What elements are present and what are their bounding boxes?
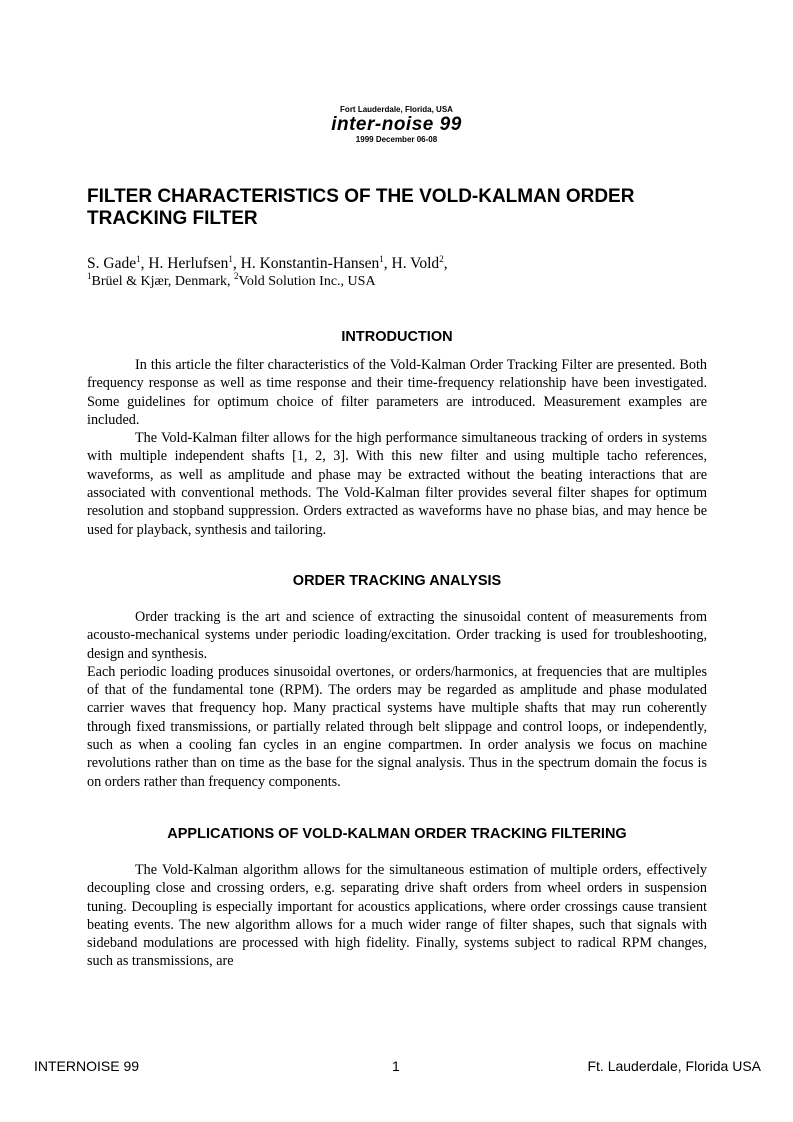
- author-name: H. Herlufsen: [148, 255, 229, 272]
- author-affiliation-mark: 1: [136, 254, 141, 264]
- paragraph: The Vold-Kalman filter allows for the high performance simultaneous tracking of orders in systems with multiple independent shafts [1, 2, 3]. With this new filter and using multiple tacho references, waveforms, as well as amplitude and phase may be extracted without the beating interactions that are associated with conventional methods. The Vold-Kalman filter provides several filter shapes for optimum resolution and stopband suppression. Orders extracted as waveforms have no phase bias, and may hence be used for playback, synthesis and tailoring.: [87, 430, 707, 538]
- author-separator: ,: [232, 255, 241, 272]
- conference-dates: 1999 December 06-08: [355, 135, 438, 144]
- affiliation-text: Brüel & Kjær, Denmark,: [91, 274, 235, 289]
- section-heading-order-tracking: ORDER TRACKING ANALYSIS: [292, 573, 502, 589]
- paragraph: In this article the filter characteristics of the Vold-Kalman Order Tracking Filter are presented. Both frequency response as well as time response and their time-frequency relationship have been investigated. Some guidelines for optimum choice of filter parameters are introduced. Measurement examples are included.: [87, 357, 707, 428]
- section-body-applications: [87, 861, 707, 971]
- section-body-order-tracking: [87, 608, 707, 791]
- affiliation-mark: 1: [87, 271, 92, 281]
- paragraph: Each periodic loading produces sinusoidal overtones, or orders/harmonics, at frequencies that are multiples of that of the fundamental tone (RPM). The orders may be regarded as amplitude and phase modulated carrier waves that frequency hop. Many practical systems have multiple shafts that may run coherently through fixed transmissions, or partially related through belt slippage and control loops, or independently, such as when a cooling fan cycles in an engine compartmen. In order analysis we focus on machine revolutions rather than on time as the base for the signal analysis. Thus in the spectrum domain the focus is on orders rather than frequency components.: [87, 663, 707, 790]
- section-heading-applications: APPLICATIONS OF VOLD-KALMAN ORDER TRACKING FILTERING: [167, 826, 627, 842]
- conference-masthead: [0, 105, 793, 145]
- author-name: H. Konstantin-Hansen: [240, 255, 380, 272]
- page-number: 1: [392, 1058, 400, 1074]
- author-affiliation-mark: 2: [439, 254, 444, 264]
- author-list: [87, 255, 707, 273]
- paper-title: FILTER CHARACTERISTICS OF THE VOLD-KALMAN ORDER TRACKING FILTER: [87, 186, 635, 229]
- author-affiliation-mark: 1: [379, 254, 384, 264]
- affiliation-text: Vold Solution Inc., USA: [238, 274, 376, 289]
- affiliation-mark: 2: [234, 271, 239, 281]
- footer-conference: INTERNOISE 99: [34, 1058, 140, 1074]
- author-name: H. Vold: [391, 255, 440, 272]
- paragraph: Order tracking is the art and science of extracting the sinusoidal content of measurements from acousto-mechanical systems under periodic loading/excitation. Order tracking is used for troubleshooting, design and synthesis.: [87, 609, 707, 662]
- author-separator: ,: [140, 255, 149, 272]
- paragraph: The Vold-Kalman algorithm allows for the simultaneous estimation of multiple orders, effectively decoupling close and crossing orders, e.g. separating drive shaft orders from wheel orders in suspension tuning. Decoupling is especially important for acoustics applications, where order crossings cause transient beating events. The new algorithm allows for a much wider range of filter shapes, such that signals with sideband modulations are processed with high fidelity. Finally, systems subject to radical RPM changes, such as transmissions, are: [87, 862, 707, 970]
- author-name: S. Gade: [87, 255, 137, 272]
- section-body-introduction: [87, 356, 707, 539]
- author-separator: ,: [443, 255, 448, 272]
- section-heading-introduction: INTRODUCTION: [341, 329, 453, 345]
- conference-location: Fort Lauderdale, Florida, USA: [340, 105, 453, 114]
- author-separator: ,: [383, 255, 392, 272]
- footer-location: Ft. Lauderdale, Florida USA: [587, 1058, 761, 1074]
- affiliation-list: [87, 273, 707, 291]
- author-affiliation-mark: 1: [228, 254, 233, 264]
- conference-logo: inter-noise 99: [331, 114, 462, 135]
